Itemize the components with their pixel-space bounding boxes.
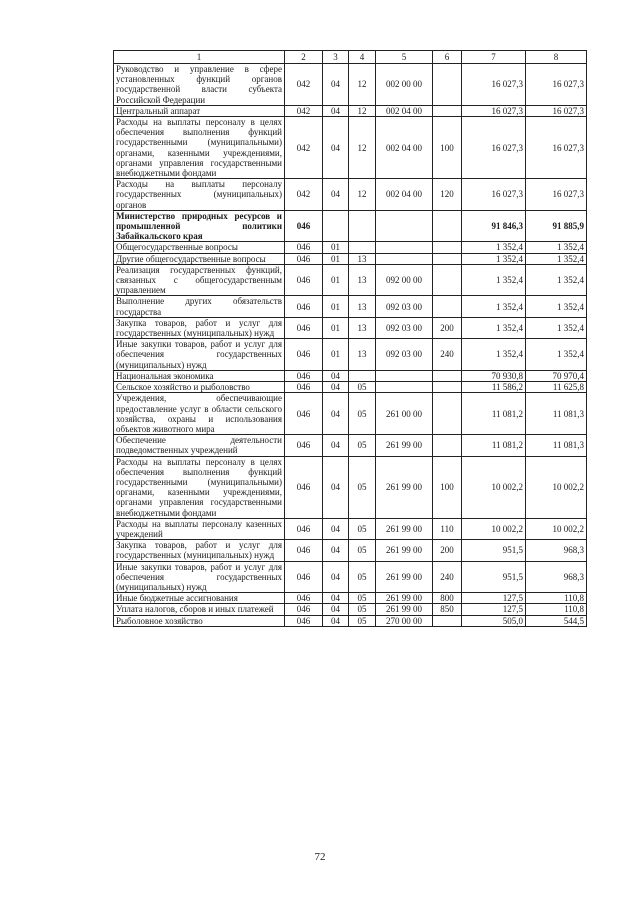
amount-year-1-cell: 16 027,3 — [462, 179, 526, 211]
expense-type-cell: 800 — [433, 593, 462, 604]
amount-year-1-cell: 1 352,4 — [462, 339, 526, 371]
item-name-cell: Расходы на выплаты персоналу государственных (муниципальных) органов — [114, 179, 285, 211]
expense-type-cell — [433, 210, 462, 242]
section-code-cell: 04 — [323, 105, 349, 116]
amount-year-1-cell: 16 027,3 — [462, 117, 526, 179]
ministry-code-cell: 046 — [285, 253, 323, 264]
item-name-cell: Сельское хозяйство и рыболовство — [114, 382, 285, 393]
expense-type-cell — [433, 64, 462, 106]
subsection-code-cell — [349, 242, 376, 253]
table-row — [114, 518, 587, 539]
amount-year-2-cell: 10 002,2 — [526, 456, 587, 518]
amount-year-1-cell: 11 081,2 — [462, 393, 526, 435]
section-code-cell: 04 — [323, 604, 349, 615]
ministry-code-cell: 042 — [285, 179, 323, 211]
subsection-code-cell: 12 — [349, 105, 376, 116]
ministry-code-cell: 046 — [285, 210, 323, 242]
ministry-code-cell: 042 — [285, 117, 323, 179]
ministry-code-cell: 046 — [285, 540, 323, 561]
amount-year-2-cell: 110,8 — [526, 604, 587, 615]
ministry-code-cell: 046 — [285, 317, 323, 338]
item-name-cell: Иные закупки товаров, работ и услуг для обеспечения государственных (муниципальных) нужд — [114, 561, 285, 593]
column-header-3: 3 — [323, 51, 349, 64]
amount-year-1-cell: 127,5 — [462, 604, 526, 615]
ministry-code-cell: 042 — [285, 64, 323, 106]
amount-year-2-cell: 11 625,8 — [526, 382, 587, 393]
table-row — [114, 242, 587, 253]
amount-year-1-cell: 1 352,4 — [462, 317, 526, 338]
target-article-cell: 261 99 00 — [376, 456, 433, 518]
amount-year-1-cell: 11 586,2 — [462, 382, 526, 393]
subsection-code-cell: 13 — [349, 264, 376, 296]
amount-year-2-cell: 91 885,9 — [526, 210, 587, 242]
section-code-cell: 04 — [323, 561, 349, 593]
ministry-code-cell: 046 — [285, 593, 323, 604]
table-row — [114, 210, 587, 242]
amount-year-1-cell: 1 352,4 — [462, 242, 526, 253]
section-code-cell — [323, 210, 349, 242]
amount-year-1-cell: 10 002,2 — [462, 456, 526, 518]
amount-year-1-cell: 127,5 — [462, 593, 526, 604]
subsection-code-cell: 13 — [349, 317, 376, 338]
section-code-cell: 04 — [323, 382, 349, 393]
ministry-code-cell: 046 — [285, 615, 323, 626]
table-row — [114, 317, 587, 338]
target-article-cell: 261 99 00 — [376, 561, 433, 593]
table-row — [114, 604, 587, 615]
table-row — [114, 593, 587, 604]
table-row — [114, 370, 587, 381]
expense-type-cell: 200 — [433, 317, 462, 338]
target-article-cell: 002 04 00 — [376, 105, 433, 116]
section-code-cell: 01 — [323, 242, 349, 253]
table-row — [114, 253, 587, 264]
expense-type-cell — [433, 435, 462, 456]
ministry-code-cell: 046 — [285, 604, 323, 615]
ministry-code-cell: 046 — [285, 339, 323, 371]
ministry-code-cell: 046 — [285, 518, 323, 539]
ministry-code-cell: 046 — [285, 435, 323, 456]
expense-type-cell: 200 — [433, 540, 462, 561]
target-article-cell: 261 99 00 — [376, 540, 433, 561]
expense-type-cell: 110 — [433, 518, 462, 539]
section-code-cell: 01 — [323, 296, 349, 317]
table-row — [114, 64, 587, 106]
amount-year-1-cell: 951,5 — [462, 561, 526, 593]
ministry-code-cell: 046 — [285, 456, 323, 518]
item-name-cell: Закупка товаров, работ и услуг для государственных (муниципальных) нужд — [114, 540, 285, 561]
section-code-cell: 04 — [323, 370, 349, 381]
section-code-cell: 01 — [323, 317, 349, 338]
section-code-cell: 04 — [323, 615, 349, 626]
amount-year-1-cell: 1 352,4 — [462, 296, 526, 317]
ministry-code-cell: 046 — [285, 370, 323, 381]
amount-year-1-cell: 10 002,2 — [462, 518, 526, 539]
ministry-code-cell: 046 — [285, 296, 323, 317]
target-article-cell: 261 00 00 — [376, 393, 433, 435]
subsection-code-cell: 05 — [349, 393, 376, 435]
target-article-cell: 002 04 00 — [376, 117, 433, 179]
subsection-code-cell: 13 — [349, 253, 376, 264]
expense-type-cell: 850 — [433, 604, 462, 615]
item-name-cell: Расходы на выплаты персоналу в целях обеспечения выполнения функций государственными (муниципальными) органами, казенными учреждениями, органами управления государственными внебюджетными фондами — [114, 456, 285, 518]
amount-year-2-cell: 1 352,4 — [526, 339, 587, 371]
amount-year-2-cell: 16 027,3 — [526, 105, 587, 116]
target-article-cell — [376, 382, 433, 393]
section-code-cell: 04 — [323, 435, 349, 456]
section-code-cell: 04 — [323, 117, 349, 179]
target-article-cell: 261 99 00 — [376, 593, 433, 604]
item-name-cell: Национальная экономика — [114, 370, 285, 381]
ministry-code-cell: 046 — [285, 264, 323, 296]
item-name-cell: Рыболовное хозяйство — [114, 615, 285, 626]
item-name-cell: Расходы на выплаты персоналу казенных учреждений — [114, 518, 285, 539]
item-name-cell: Учреждения, обеспечивающие предоставление услуг в области сельского хозяйства, охраны и использования объектов животного мира — [114, 393, 285, 435]
table-row — [114, 615, 587, 626]
target-article-cell — [376, 210, 433, 242]
amount-year-2-cell: 1 352,4 — [526, 296, 587, 317]
target-article-cell: 261 99 00 — [376, 435, 433, 456]
table-row — [114, 561, 587, 593]
expense-type-cell — [433, 105, 462, 116]
column-header-8: 8 — [526, 51, 587, 64]
amount-year-1-cell: 1 352,4 — [462, 264, 526, 296]
item-name-cell: Иные бюджетные ассигнования — [114, 593, 285, 604]
table-row — [114, 382, 587, 393]
expense-type-cell: 100 — [433, 456, 462, 518]
ministry-code-cell: 046 — [285, 382, 323, 393]
item-name-cell: Реализация государственных функций, связанных с общегосударственным управлением — [114, 264, 285, 296]
amount-year-2-cell: 11 081,3 — [526, 393, 587, 435]
amount-year-2-cell: 1 352,4 — [526, 253, 587, 264]
expense-type-cell: 240 — [433, 561, 462, 593]
table-row — [114, 296, 587, 317]
subsection-code-cell: 12 — [349, 117, 376, 179]
section-code-cell: 04 — [323, 456, 349, 518]
subsection-code-cell: 05 — [349, 435, 376, 456]
item-name-cell: Иные закупки товаров, работ и услуг для обеспечения государственных (муниципальных) нужд — [114, 339, 285, 371]
amount-year-2-cell: 16 027,3 — [526, 179, 587, 211]
target-article-cell — [376, 242, 433, 253]
expense-type-cell — [433, 296, 462, 317]
subsection-code-cell: 05 — [349, 561, 376, 593]
amount-year-2-cell: 544,5 — [526, 615, 587, 626]
expense-type-cell: 100 — [433, 117, 462, 179]
amount-year-2-cell: 1 352,4 — [526, 264, 587, 296]
section-code-cell: 04 — [323, 593, 349, 604]
item-name-cell: Руководство и управление в сфере установленных функций органов государственной власти субъекта Российской Федерации — [114, 64, 285, 106]
column-header-5: 5 — [376, 51, 433, 64]
section-code-cell: 01 — [323, 253, 349, 264]
section-code-cell: 04 — [323, 64, 349, 106]
section-code-cell: 01 — [323, 339, 349, 371]
item-name-cell: Выполнение других обязательств государства — [114, 296, 285, 317]
ministry-code-cell: 046 — [285, 561, 323, 593]
amount-year-1-cell: 505,0 — [462, 615, 526, 626]
ministry-code-cell: 042 — [285, 105, 323, 116]
table-row — [114, 540, 587, 561]
ministry-code-cell: 046 — [285, 242, 323, 253]
table-body — [114, 64, 587, 627]
column-header-4: 4 — [349, 51, 376, 64]
item-name-cell: Закупка товаров, работ и услуг для государственных (муниципальных) нужд — [114, 317, 285, 338]
amount-year-1-cell: 11 081,2 — [462, 435, 526, 456]
item-name-cell: Другие общегосударственные вопросы — [114, 253, 285, 264]
subsection-code-cell — [349, 370, 376, 381]
column-header-7: 7 — [462, 51, 526, 64]
amount-year-2-cell: 110,8 — [526, 593, 587, 604]
item-name-cell: Министерство природных ресурсов и промышленной политики Забайкальского края — [114, 210, 285, 242]
expense-type-cell — [433, 370, 462, 381]
amount-year-1-cell: 951,5 — [462, 540, 526, 561]
amount-year-2-cell: 70 970,4 — [526, 370, 587, 381]
amount-year-2-cell: 16 027,3 — [526, 117, 587, 179]
target-article-cell: 270 00 00 — [376, 615, 433, 626]
subsection-code-cell: 05 — [349, 593, 376, 604]
target-article-cell — [376, 253, 433, 264]
amount-year-2-cell: 968,3 — [526, 540, 587, 561]
ministry-code-cell: 046 — [285, 393, 323, 435]
amount-year-2-cell: 11 081,3 — [526, 435, 587, 456]
table-row — [114, 264, 587, 296]
table-row — [114, 117, 587, 179]
amount-year-2-cell: 968,3 — [526, 561, 587, 593]
expense-type-cell — [433, 382, 462, 393]
target-article-cell: 261 99 00 — [376, 518, 433, 539]
table-row — [114, 393, 587, 435]
expense-type-cell: 120 — [433, 179, 462, 211]
section-code-cell: 04 — [323, 179, 349, 211]
page-number: 72 — [314, 851, 326, 863]
target-article-cell: 261 99 00 — [376, 604, 433, 615]
target-article-cell: 002 00 00 — [376, 64, 433, 106]
section-code-cell: 04 — [323, 540, 349, 561]
column-header-6: 6 — [433, 51, 462, 64]
table-row — [114, 435, 587, 456]
section-code-cell: 04 — [323, 518, 349, 539]
expense-type-cell — [433, 253, 462, 264]
subsection-code-cell: 05 — [349, 604, 376, 615]
expense-type-cell — [433, 242, 462, 253]
item-name-cell: Уплата налогов, сборов и иных платежей — [114, 604, 285, 615]
item-name-cell: Расходы на выплаты персоналу в целях обеспечения выполнения функций государственными (муниципальными) органами, казенными учреждениями, органами управления государственными внебюджетными фондами — [114, 117, 285, 179]
item-name-cell: Центральный аппарат — [114, 105, 285, 116]
column-header-1: 1 — [114, 51, 285, 64]
amount-year-1-cell: 1 352,4 — [462, 253, 526, 264]
expense-type-cell: 240 — [433, 339, 462, 371]
amount-year-2-cell: 10 002,2 — [526, 518, 587, 539]
target-article-cell: 002 04 00 — [376, 179, 433, 211]
expense-type-cell — [433, 393, 462, 435]
amount-year-1-cell: 16 027,3 — [462, 64, 526, 106]
table-row — [114, 105, 587, 116]
subsection-code-cell: 05 — [349, 456, 376, 518]
target-article-cell: 092 03 00 — [376, 339, 433, 371]
item-name-cell: Обеспечение деятельности подведомственных учреждений — [114, 435, 285, 456]
subsection-code-cell: 13 — [349, 296, 376, 317]
subsection-code-cell — [349, 210, 376, 242]
subsection-code-cell: 05 — [349, 382, 376, 393]
target-article-cell: 092 03 00 — [376, 317, 433, 338]
subsection-code-cell: 05 — [349, 540, 376, 561]
amount-year-1-cell: 16 027,3 — [462, 105, 526, 116]
expense-type-cell — [433, 264, 462, 296]
section-code-cell: 04 — [323, 393, 349, 435]
subsection-code-cell: 05 — [349, 615, 376, 626]
column-header-2: 2 — [285, 51, 323, 64]
item-name-cell: Общегосударственные вопросы — [114, 242, 285, 253]
target-article-cell — [376, 370, 433, 381]
subsection-code-cell: 12 — [349, 64, 376, 106]
amount-year-1-cell: 70 930,8 — [462, 370, 526, 381]
expense-type-cell — [433, 615, 462, 626]
subsection-code-cell: 12 — [349, 179, 376, 211]
amount-year-2-cell: 1 352,4 — [526, 242, 587, 253]
target-article-cell: 092 00 00 — [376, 264, 433, 296]
amount-year-2-cell: 1 352,4 — [526, 317, 587, 338]
subsection-code-cell: 05 — [349, 518, 376, 539]
target-article-cell: 092 03 00 — [376, 296, 433, 317]
table-header-row — [114, 51, 587, 64]
table-row — [114, 456, 587, 518]
subsection-code-cell: 13 — [349, 339, 376, 371]
budget-table — [113, 50, 587, 627]
amount-year-2-cell: 16 027,3 — [526, 64, 587, 106]
amount-year-1-cell: 91 846,3 — [462, 210, 526, 242]
table-row — [114, 339, 587, 371]
table-row — [114, 179, 587, 211]
section-code-cell: 01 — [323, 264, 349, 296]
